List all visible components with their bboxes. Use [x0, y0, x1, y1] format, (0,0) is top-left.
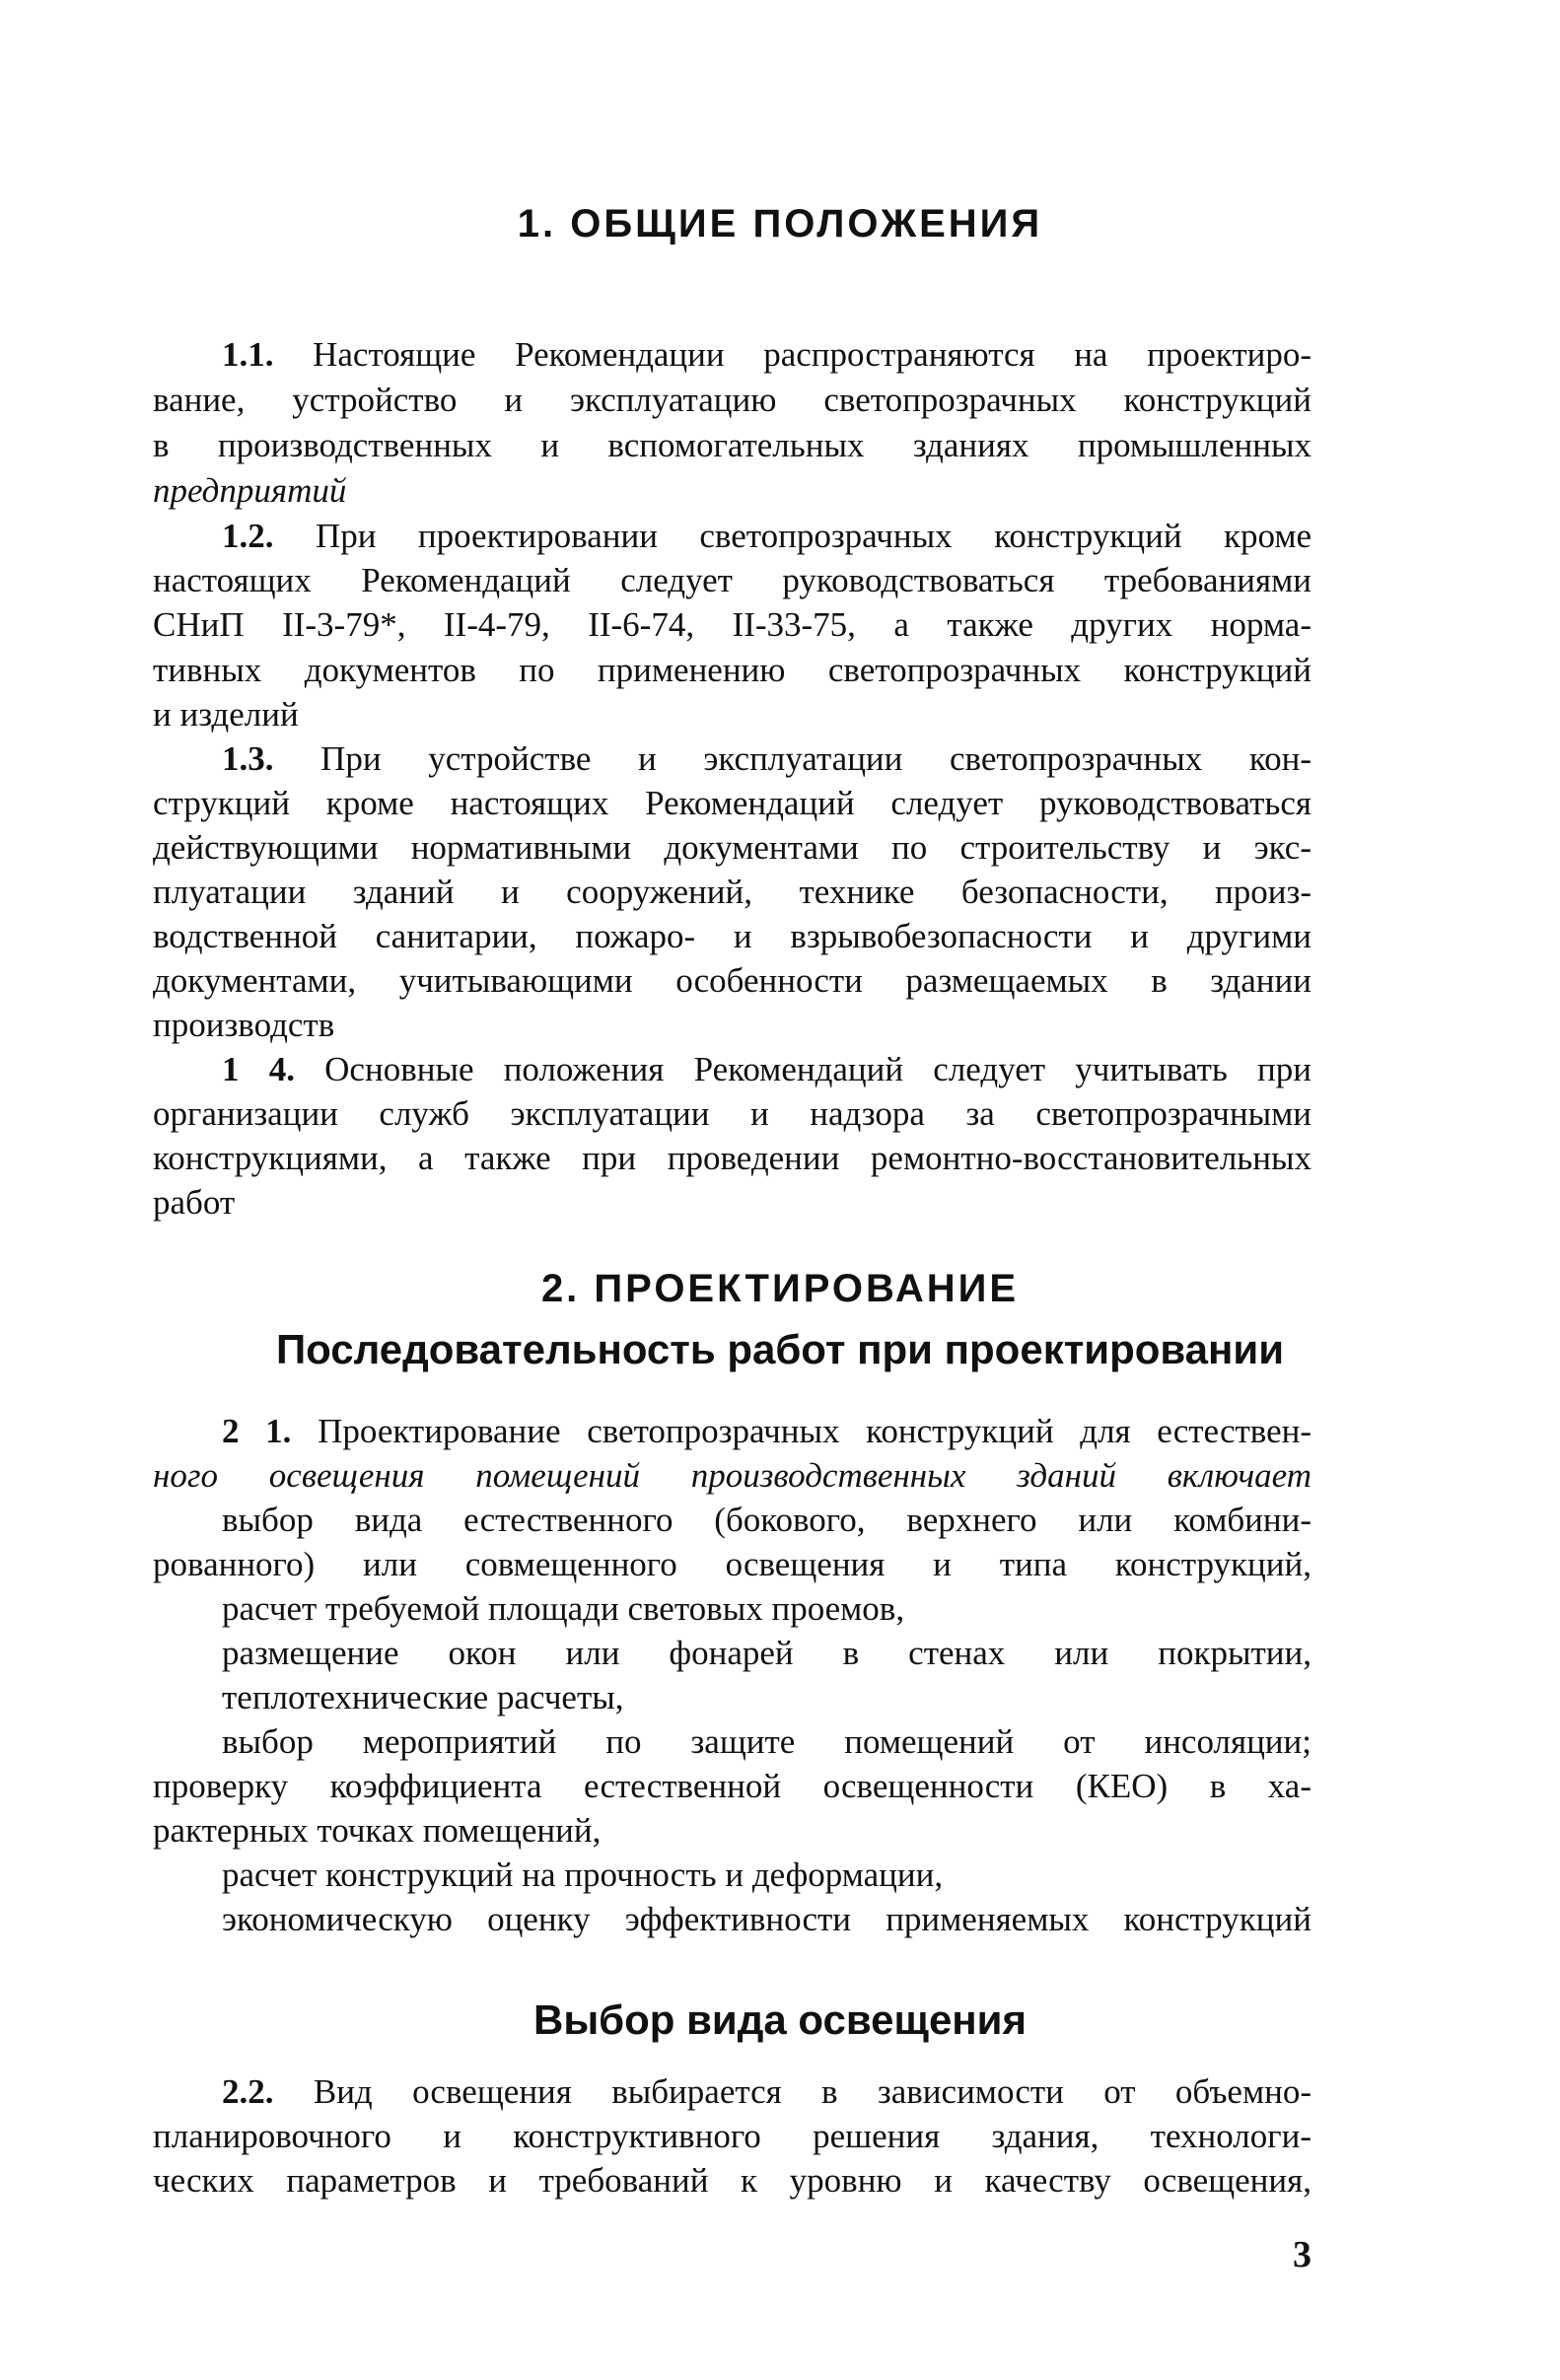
paragraph-number: 1.1. [222, 335, 274, 374]
paragraph-2-1-line-9: проверку коэффициента естественной освещенности (КЕО) в ха- [153, 1767, 1312, 1805]
paragraph-2-2-line-3: ческих параметров и требований к уровню и качеству освещения, [153, 2161, 1312, 2200]
paragraph-1-1-line-4: предприятий [153, 471, 347, 510]
paragraph-2-1-line-5: расчет требуемой площади световых проемов, [222, 1589, 905, 1628]
paragraph-number: 2 1. [222, 1412, 292, 1450]
section-2-heading: 2. ПРОЕКТИРОВАНИЕ [540, 1267, 1020, 1310]
paragraph-2-1-line-12: экономическую оценку эффективности применяемых конструкций [222, 1900, 1312, 1938]
paragraph-2-2-line-2: планировочного и конструктивного решения здания, технологи- [153, 2117, 1312, 2155]
paragraph-1-2-line-3: СНиП II-3-79*, II-4-79, II-6-74, II-33-75, а также других норма- [153, 605, 1312, 644]
subheading-lighting-choice: Выбор вида освещения [532, 1996, 1028, 2043]
paragraph-1-1-line-3: в производственных и вспомогательных зданиях промышленных [153, 426, 1312, 464]
section-1-heading: 1. ОБЩИЕ ПОЛОЖЕНИЯ [517, 202, 1043, 245]
paragraph-2-1-line-2: ного освещения помещений производственных зданий включает [153, 1456, 1312, 1495]
paragraph-1-4-line-4: работ [153, 1183, 236, 1222]
paragraph-2-1-line-8: выбор мероприятий по защите помещений от инсоляции; [222, 1722, 1312, 1761]
paragraph-number: 2.2. [222, 2072, 274, 2111]
paragraph-2-1-line-11: расчет конструкций на прочность и деформации, [222, 1855, 944, 1894]
paragraph-1-3-line-3: действующими нормативными документами по строительству и экс- [153, 828, 1312, 867]
paragraph-1-3-line-1: 1.3. При устройстве и эксплуатации светопрозрачных кон- [222, 739, 1312, 778]
paragraph-1-4-line-1: 1 4. Основные положения Рекомендаций следует учитывать при [222, 1050, 1312, 1088]
paragraph-1-3-line-7: производств [153, 1006, 335, 1044]
paragraph-2-2-line-1: 2.2. Вид освещения выбирается в зависимости от объемно- [222, 2072, 1312, 2111]
paragraph-1-3-line-6: документами, учитывающими особенности размещаемых в здании [153, 961, 1312, 1000]
paragraph-2-1-line-7: теплотехнические расчеты, [222, 1678, 624, 1716]
paragraph-1-1-line-1: 1.1. Настоящие Рекомендации распространяются на проектиро- [222, 335, 1312, 374]
paragraph-1-2-line-2: настоящих Рекомендаций следует руководствоваться требованиями [153, 561, 1312, 599]
paragraph-1-3-line-5: водственной санитарии, пожаро- и взрывобезопасности и другими [153, 917, 1312, 955]
paragraph-1-2-line-5: и изделий [153, 695, 299, 734]
subheading-work-sequence: Последовательность работ при проектировании [275, 1326, 1285, 1372]
paragraph-number: 1.2. [222, 517, 274, 555]
paragraph-1-3-line-2: струкций кроме настоящих Рекомендаций следует руководствоваться [153, 784, 1312, 822]
page-number: 3 [1293, 2234, 1312, 2275]
paragraph-2-1-line-6: размещение окон или фонарей в стенах или покрытии, [222, 1634, 1312, 1672]
paragraph-number: 1.3. [222, 739, 274, 778]
paragraph-1-2-line-1: 1.2. При проектировании светопрозрачных конструкций кроме [222, 517, 1312, 555]
paragraph-1-3-line-4: плуатации зданий и сооружений, технике безопасности, произ- [153, 873, 1312, 911]
paragraph-1-1-line-2: вание, устройство и эксплуатацию светопрозрачных конструкций [153, 381, 1312, 419]
paragraph-2-1-line-10: рактерных точках помещений, [153, 1811, 602, 1850]
paragraph-1-4-line-2: организации служб эксплуатации и надзора за светопрозрачными [153, 1094, 1312, 1133]
paragraph-1-4-line-3: конструкциями, а также при проведении ремонтно-восстановительных [153, 1139, 1312, 1177]
paragraph-2-1-line-4: рованного) или совмещенного освещения и типа конструкций, [153, 1545, 1312, 1583]
paragraph-1-2-line-4: тивных документов по применению светопрозрачных конструкций [153, 651, 1312, 689]
paragraph-number: 1 4. [222, 1050, 295, 1088]
paragraph-2-1-line-1: 2 1. Проектирование светопрозрачных конструкций для естествен- [222, 1412, 1312, 1450]
paragraph-2-1-line-3: выбор вида естественного (бокового, верхнего или комбини- [222, 1501, 1312, 1539]
